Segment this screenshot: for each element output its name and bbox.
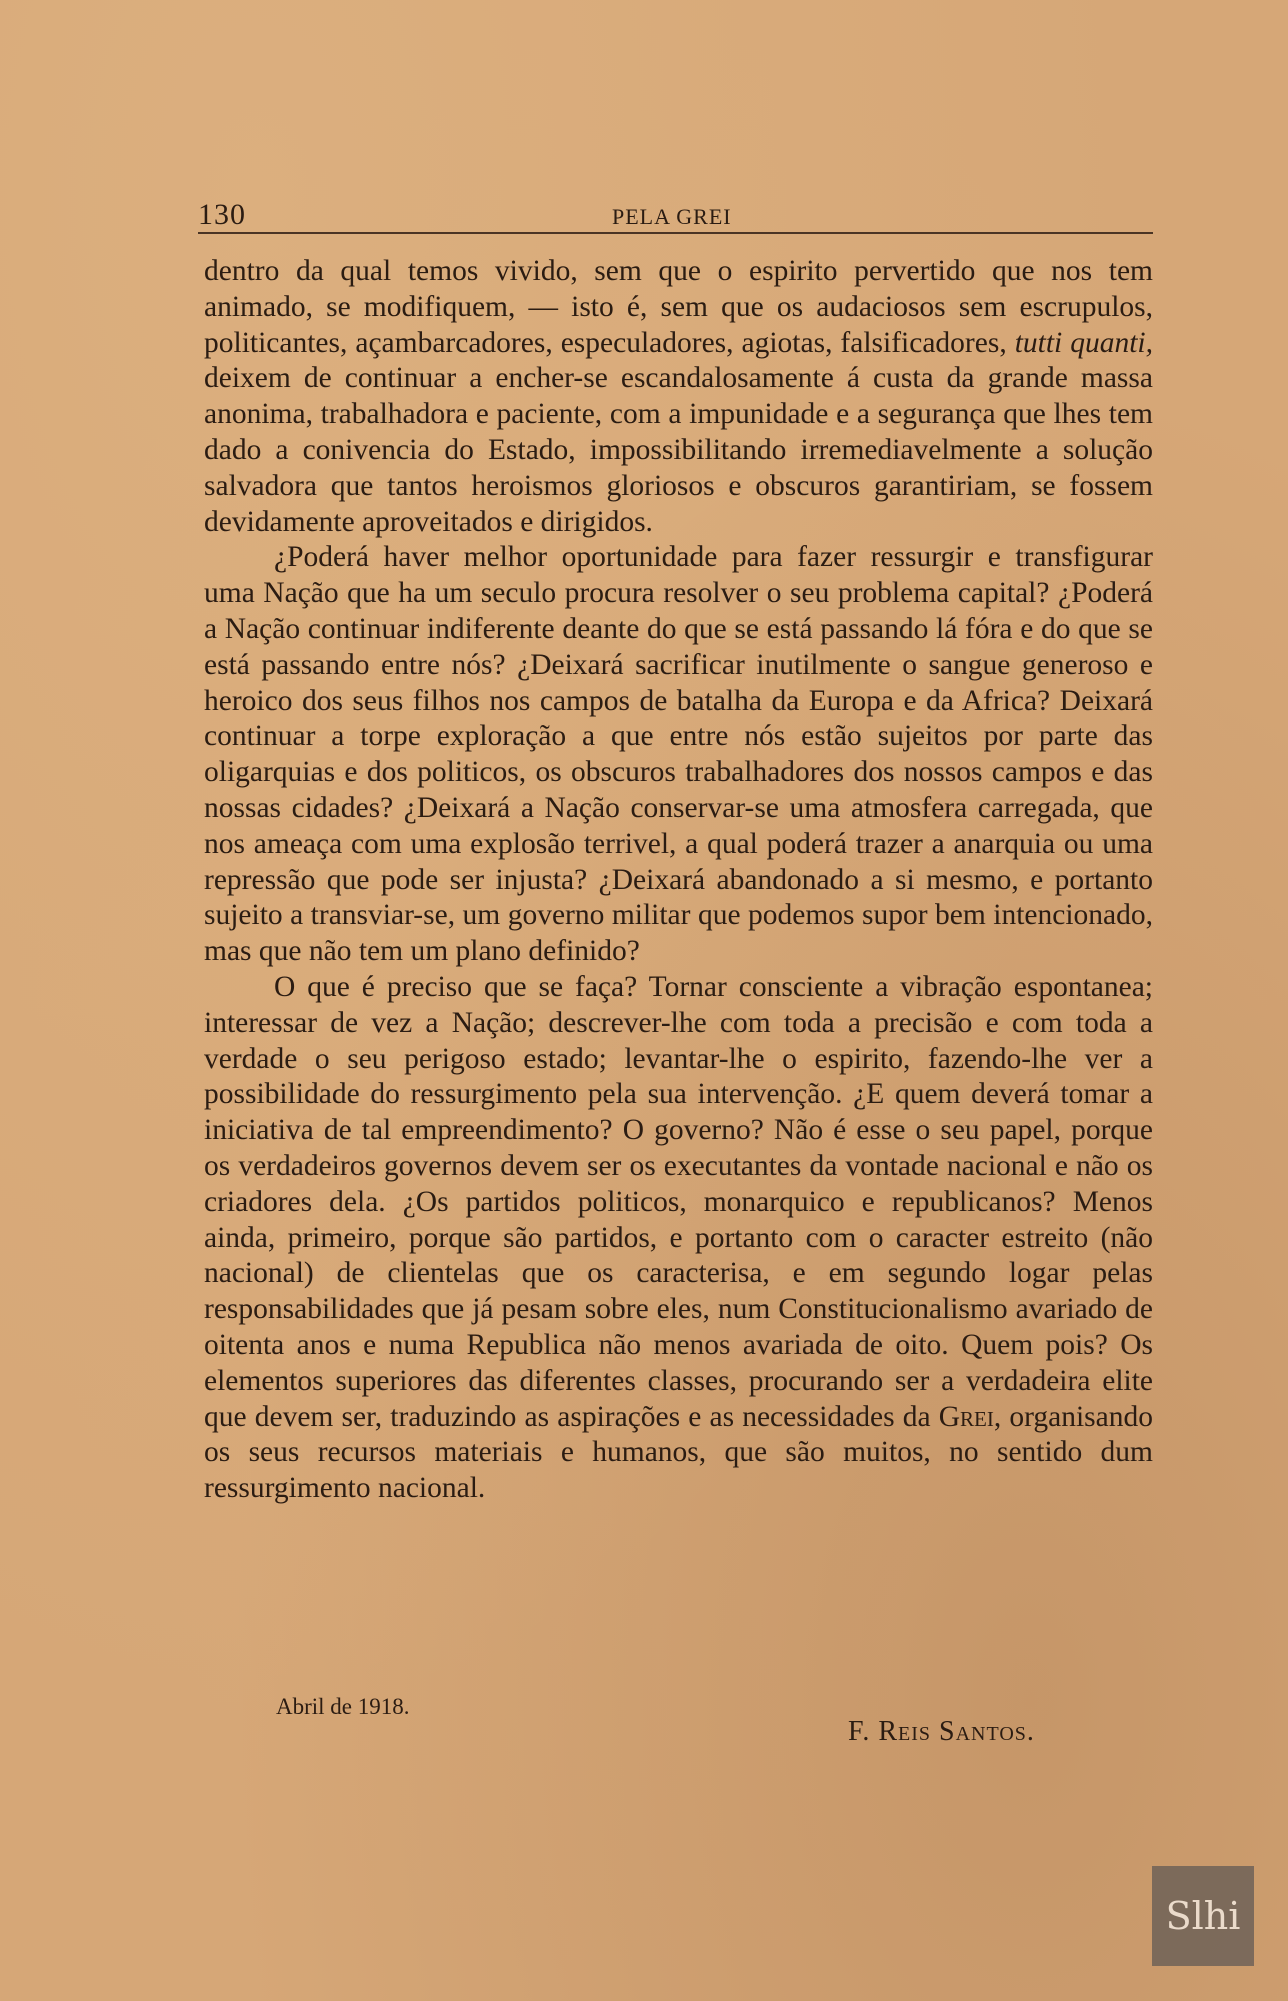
library-logo: Slhi xyxy=(1152,1866,1254,1966)
paragraph-2: ¿Poderá haver melhor oportunidade para fazer ressurgir e transfigurar uma Nação que ha um seculo procura resolver o seu problema capital? ¿Poderá a Nação continuar indiferente deante do que se está passando lá fóra e do que se está passando entre nós? ¿Deixará sacrificar inutilmente o sangue generoso e heroico dos seus filhos nos campos de batalha da Europa e da Africa? Deixará continuar a torpe exploração a que entre nós estão sujeitos por parte das oligarquias e dos politicos, os obscuros trabalhadores dos nossos campos e das nossas cidades? ¿Deixará a Nação conservar-se uma atmosfera carregada, que nos ameaça com uma explosão terrivel, a qual poderá trazer a anarquia ou uma repressão que pode ser injusta? ¿Deixará abandonado a si mesmo, e portanto sujeito a transviar-se, um governo militar que podemos supor bem intencionado, mas que não tem um plano definido? xyxy=(204,541,1153,968)
signature-initial: F. xyxy=(848,1716,879,1747)
paragraph-1-end: deixem de continuar a encher-se escandalosamente á custa da grande massa anonima, trabalhadora e paciente, com a impunidade e a segurança que lhes tem dado a conivencia do Estado, impossibilitando irremediavelmente a solução salvadora que tantos heroismos gloriosos e obscuros garantiriam, se fossem devidamente aproveitados e dirigidos. xyxy=(204,362,1153,538)
paragraph-3-end: , organisando os seus recursos materiais e humanos, que são muitos, no sentido dum ressurgimento nacional. xyxy=(204,1400,1153,1505)
paragraph-1-start: dentro da qual temos vivido, sem que o espirito pervertido que nos tem animado, se modifiquem, — isto é, sem que os audaciosos sem escrupulos, politicantes, açambarcadores, especuladores, agiotas, falsificadores, xyxy=(204,255,1153,359)
date-line: Abril de 1918. xyxy=(276,1694,410,1719)
body-text xyxy=(204,254,1153,1507)
running-title: PELA GREI xyxy=(612,204,732,229)
page-header xyxy=(198,200,1153,234)
signature-name: Reis Santos. xyxy=(878,1716,1035,1747)
paragraph-3-start: O que é preciso que se faça? Tornar consciente a vibração espontanea; interessar de vez a Nação; descrever-lhe com toda a precisão e com toda a verdade o seu perigoso estado; levantar-lhe o espirito, fazendo-lhe ver a possibilidade do ressurgimento pela sua intervenção. ¿E quem deverá tomar a iniciativa de tal empreendimento? O governo? Não é esse o seu papel, porque os verdadeiros governos devem ser os executantes da vontade nacional e não os criadores dela. ¿Os partidos politicos, monarquico e republicanos? Menos ainda, primeiro, porque são partidos, e portanto com o caracter estreito (não nacional) de clientelas que os caracterisa, e em segundo logar pelas responsabilidades que já pesam sobre eles, num Constitucionalismo avariado de oitenta anos e numa Republica não menos avariada de oito. Quem pois? Os elementos superiores das diferentes classes, procurando ser a verdadeira elite que devem ser, traduzindo as aspirações e as necessidades da xyxy=(204,970,1153,1433)
paragraph-3 xyxy=(204,970,1153,1507)
grei-word: Grei xyxy=(938,1400,994,1433)
signature xyxy=(848,1716,1035,1748)
paragraph-1 xyxy=(204,254,1153,540)
page-number: 130 xyxy=(198,198,246,231)
italic-phrase: tutti quanti, xyxy=(1014,326,1153,359)
